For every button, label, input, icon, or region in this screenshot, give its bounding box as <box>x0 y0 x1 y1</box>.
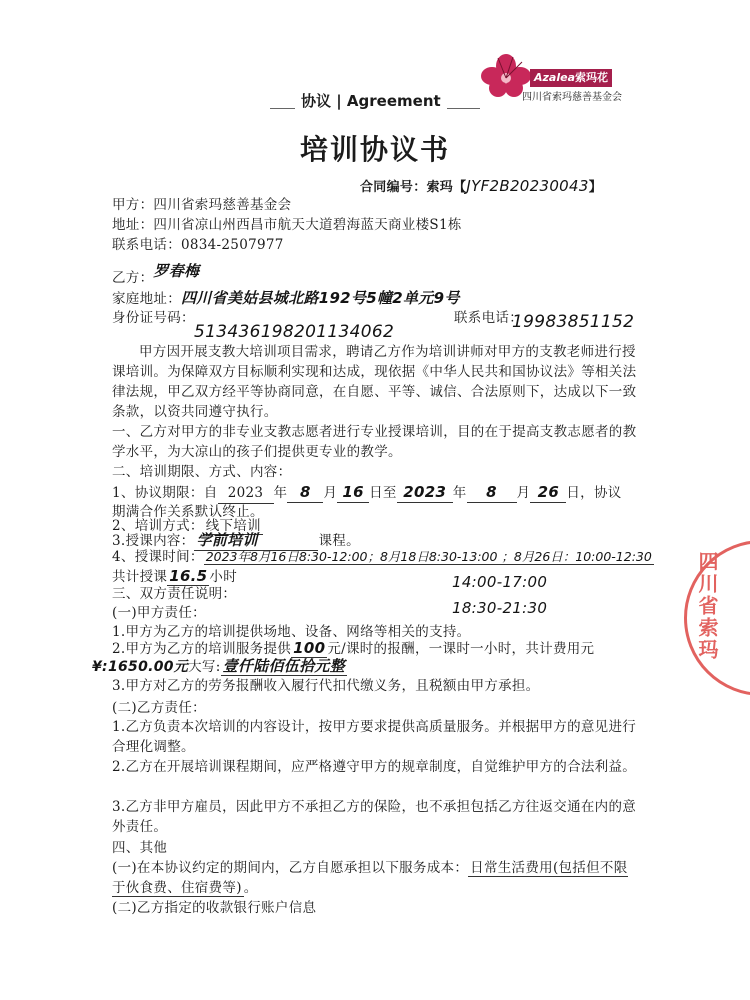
logo-org: 四川省索玛慈善基金会 <box>522 92 622 103</box>
party-b-name: 罗春梅 <box>153 262 200 280</box>
period-month-start: 8 <box>287 482 323 503</box>
party-b-address: 四川省美姑县城北路192号5幢2单元9号 <box>181 289 460 307</box>
other-1 <box>112 858 640 898</box>
party-a-address: 地址：四川省凉山州西昌市航天大道碧海蓝天商业楼S1栋 <box>112 217 462 233</box>
fee-prefix: 2.甲方为乙方的培训服务提供 <box>112 641 292 657</box>
period-row <box>112 482 622 504</box>
period-year-end: 2023 <box>397 482 453 503</box>
intro-paragraph: 甲方因开展支教大培训项目需求，聘请乙方作为培训讲师对甲方的支教老师进行授课培训。为保障双方目标顺利实现和达成，现依据《中华人民共和国协议法》等相关法律法规，甲乙双方经平等协商同意，在自愿、平等、诚信、合法原则下，达成以下一致条款，以资共同遵守执行。 <box>112 344 637 420</box>
party-a-duty-heading: (一)甲方责任： <box>112 605 206 621</box>
party-a-name: 甲方：四川省索玛慈善基金会 <box>112 197 292 213</box>
party-b-name-row <box>112 262 200 288</box>
month-label-1: 月 <box>323 485 338 501</box>
party-b-phone-label: 联系电话： <box>454 310 523 326</box>
fee-upper-label: 大写: <box>188 659 221 675</box>
party-a-duty-1: 1.甲方为乙方的培训提供场地、设备、网络等相关的支持。 <box>112 624 471 640</box>
training-content: 学前培训 <box>194 530 318 551</box>
period-prefix: 1、协议期限：自 <box>112 485 218 501</box>
logo-cn: 索玛花 <box>575 71 608 84</box>
fee-upper: 壹仟陆佰伍拾元整 <box>222 657 345 675</box>
period-line-2: 期满合作关系默认终止。 <box>112 504 264 520</box>
fee-rate: 100 <box>293 639 326 657</box>
period-month-end: 8 <box>467 482 517 503</box>
time-row <box>112 547 654 567</box>
section-4-heading: 四、其他 <box>112 840 168 856</box>
logo <box>478 52 638 102</box>
year-label-2: 年 <box>452 485 467 501</box>
time-slots: 2023年8月16日8:30-12:00；8月18日8:30-13:00 ；8月26日：10:00-12:30 <box>205 549 652 564</box>
time-label: 4、授课时间： <box>112 549 204 565</box>
period-day-end: 26 <box>530 482 566 503</box>
period-day-start: 16 <box>337 482 369 503</box>
month-label-2: 月 <box>516 485 531 501</box>
party-b-duty-2: 2.乙方在开展培训课程期间，应严格遵守甲方的规章制度，自觉维护甲方的合法利益。 <box>112 759 637 775</box>
party-a-duty-3: 3.甲方对乙方的劳务报酬收入履行代扣代缴义务，且税额由甲方承担。 <box>112 678 540 694</box>
section-2-heading: 二、培训期限、方式、内容： <box>112 464 292 480</box>
party-b-id: 513436198201134062 <box>194 322 395 342</box>
fee-suffix: 元/课时的报酬，一课时一小时，共计费用元 <box>327 641 595 657</box>
party-b-duty-heading: (二)乙方责任： <box>112 700 206 716</box>
year-label-1: 年 <box>273 485 288 501</box>
section-1: 一、乙方对甲方的非专业支教志愿者进行专业授课培训，目的在于提高支教志愿者的教学水平，为大凉山的孩子们提供更专业的教学。 <box>112 424 637 460</box>
total-unit: 小时 <box>209 569 238 585</box>
training-mode: 线下培训 <box>205 518 261 534</box>
contract-no: JYF2B20230043 <box>466 177 589 195</box>
party-b-address-row <box>112 288 460 309</box>
other-1-cost: 日常生活费用(包括但不限于伙食费、住宿费等) <box>112 860 628 896</box>
logo-name: Azalea <box>534 71 575 84</box>
period-suffix: 日，协议 <box>566 485 622 501</box>
other-2: (二)乙方指定的收款银行账户信息 <box>112 900 317 916</box>
to-label: 日至 <box>369 485 397 501</box>
time-slot-evening: 18:30-21:30 <box>452 599 548 617</box>
mode-label: 2、培训方式： <box>112 518 204 534</box>
fee-amount: ¥:1650.00元 <box>92 659 189 675</box>
content-label: 3.授课内容： <box>112 533 195 549</box>
contract-label: 合同编号：索玛【 <box>360 180 467 195</box>
seal-text: 四川省索玛 <box>695 551 719 661</box>
party-b-name-label: 乙方： <box>112 270 154 286</box>
contract-number <box>360 176 602 198</box>
party-a-phone: 联系电话：0834-2507977 <box>112 237 284 253</box>
other-1-end: 。 <box>243 880 258 896</box>
content-suffix: 课程。 <box>318 533 360 549</box>
total-label: 共计授课 <box>112 569 168 585</box>
party-b-id-label: 身份证号码： <box>112 310 195 326</box>
fee-amount-row <box>92 656 347 677</box>
party-b-duty-1: 1.乙方负责本次培训的内容设计，按甲方要求提供高质量服务。并根据甲方的意见进行合理化调整。 <box>112 719 637 755</box>
total-hours: 16.5 <box>169 567 208 585</box>
red-seal <box>684 540 750 696</box>
party-b-duty-3: 3.乙方非甲方雇员，因此甲方不承担乙方的保险，也不承担包括乙方往返交通在内的意外责任。 <box>112 799 637 835</box>
section-3-heading: 三、双方责任说明： <box>112 586 237 602</box>
time-slot-afternoon: 14:00-17:00 <box>452 573 548 591</box>
party-b-address-label: 家庭地址： <box>112 291 181 307</box>
period-year-start: 2023 <box>218 483 274 504</box>
party-b-phone: 19983851152 <box>512 312 635 332</box>
contract-close: 】 <box>588 180 603 195</box>
document-title: 培训协议书 <box>299 133 450 166</box>
other-1-prefix: (一)在本协议约定的期间内，乙方自愿承担以下服务成本： <box>112 860 469 876</box>
agreement-tag: 协议 | Agreement <box>295 90 447 111</box>
